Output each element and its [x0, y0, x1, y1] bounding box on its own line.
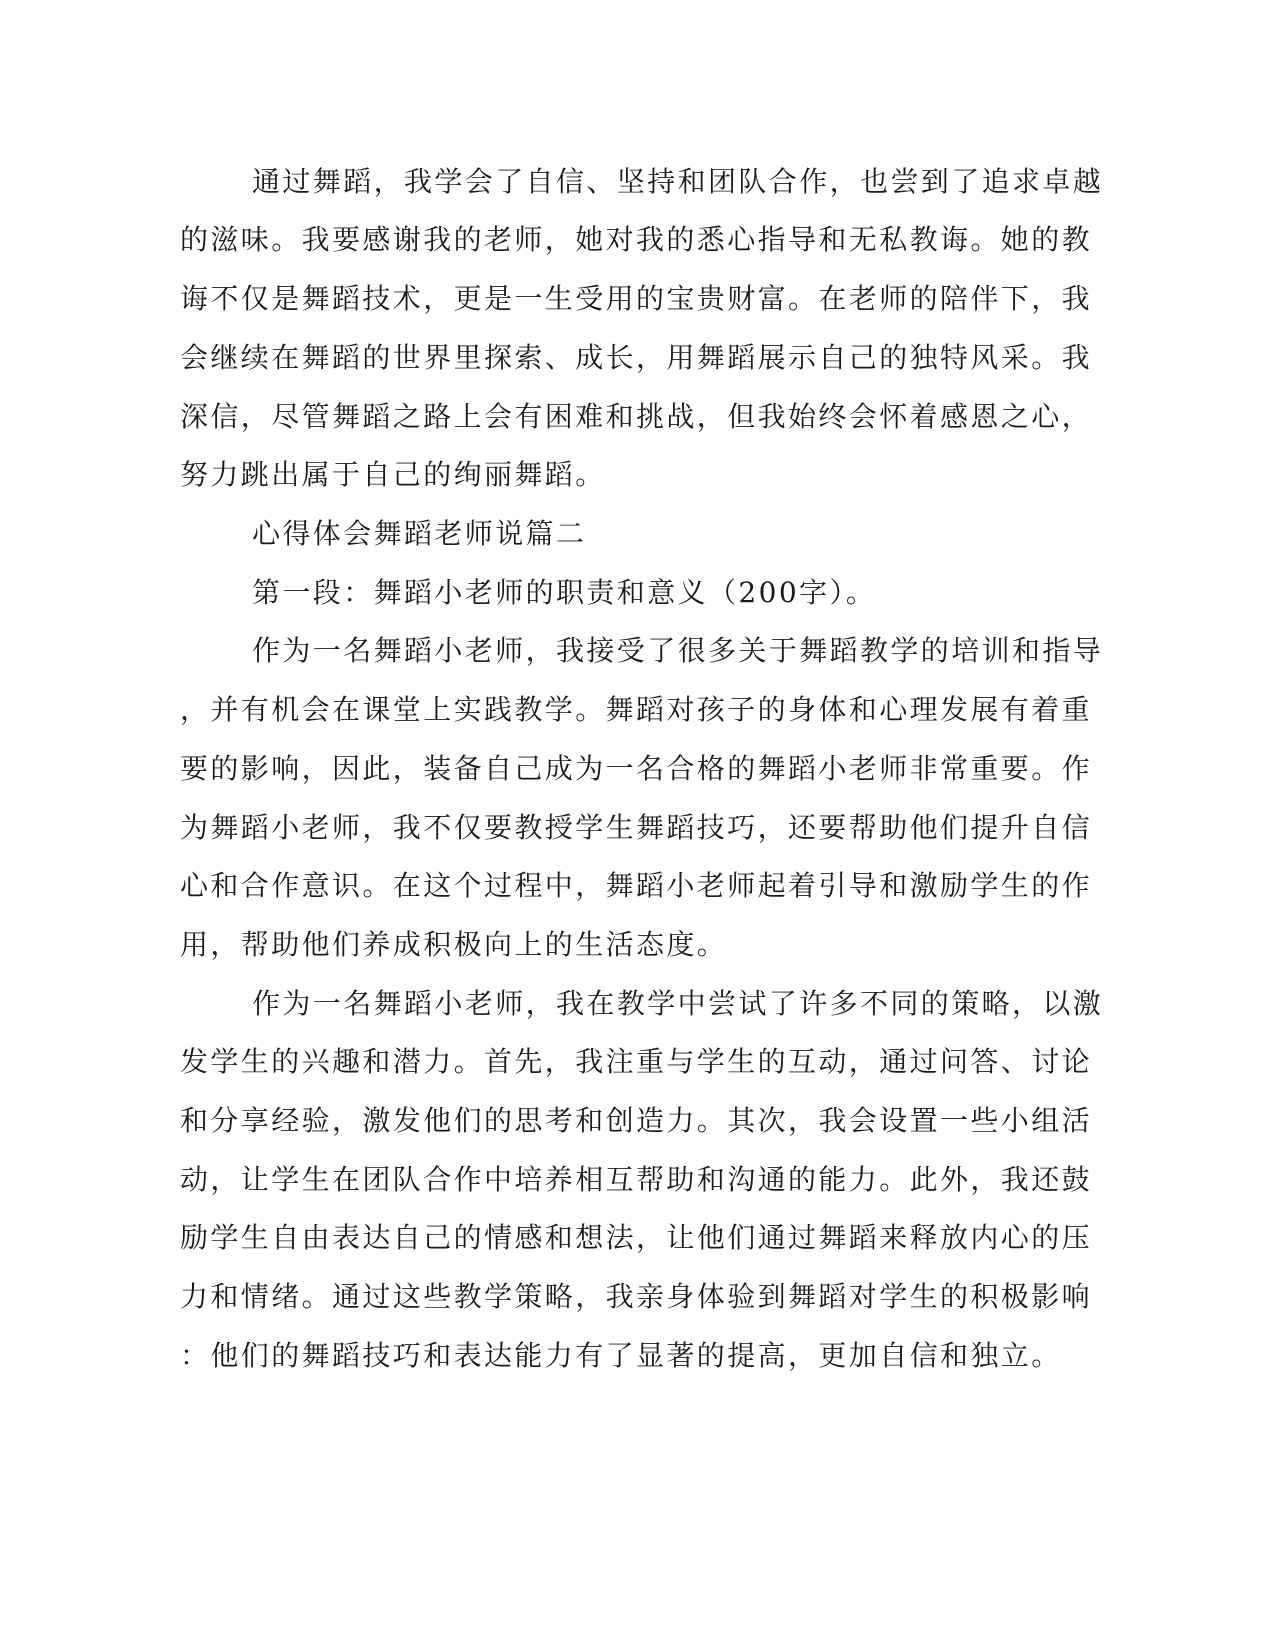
text-line: 用，帮助他们养成积极向上的生活态度。: [180, 928, 728, 961]
text-line: 作为一名舞蹈小老师，我在教学中尝试了许多不同的策略，以激: [252, 987, 1104, 1020]
text-line: 通过舞蹈，我学会了自信、坚持和团队合作，也尝到了追求卓越: [252, 165, 1104, 198]
text-line: 要的影响，因此，装备自己成为一名合格的舞蹈小老师非常重要。作: [180, 752, 1093, 785]
text-line: 为舞蹈小老师，我不仅要教授学生舞蹈技巧，还要帮助他们提升自信: [180, 811, 1093, 844]
text-line: 作为一名舞蹈小老师，我接受了很多关于舞蹈教学的培训和指导: [252, 634, 1104, 667]
text-line: 努力跳出属于自己的绚丽舞蹈。: [180, 458, 606, 491]
section-heading: 心得体会舞蹈老师说篇二: [252, 517, 587, 550]
text-line: 发学生的兴趣和潜力。首先，我注重与学生的互动，通过问答、讨论: [180, 1045, 1093, 1078]
text-line: 诲不仅是舞蹈技术，更是一生受用的宝贵财富。在老师的陪伴下，我: [180, 282, 1093, 315]
text-line: 深信，尽管舞蹈之路上会有困难和挑战，但我始终会怀着感恩之心，: [180, 400, 1093, 433]
text-line: ：他们的舞蹈技巧和表达能力有了显著的提高，更加自信和独立。: [180, 1339, 1062, 1372]
text-line: 心和合作意识。在这个过程中，舞蹈小老师起着引导和激励学生的作: [180, 869, 1093, 902]
paragraph-heading: 第一段：舞蹈小老师的职责和意义（200字）。: [252, 576, 877, 609]
text-line: 会继续在舞蹈的世界里探索、成长，用舞蹈展示自己的独特风采。我: [180, 341, 1093, 374]
text-line: 和分享经验，激发他们的思考和创造力。其次，我会设置一些小组活: [180, 1104, 1093, 1137]
text-line: 励学生自由表达自己的情感和想法，让他们通过舞蹈来释放内心的压: [180, 1221, 1093, 1254]
text-line: ，并有机会在课堂上实践教学。舞蹈对孩子的身体和心理发展有着重: [180, 693, 1093, 726]
text-line: 力和情绪。通过这些教学策略，我亲身体验到舞蹈对学生的积极影响: [180, 1280, 1093, 1313]
text-line: 动，让学生在团队合作中培养相互帮助和沟通的能力。此外，我还鼓: [180, 1163, 1093, 1196]
text-line: 的滋味。我要感谢我的老师，她对我的悉心指导和无私教诲。她的教: [180, 223, 1093, 256]
